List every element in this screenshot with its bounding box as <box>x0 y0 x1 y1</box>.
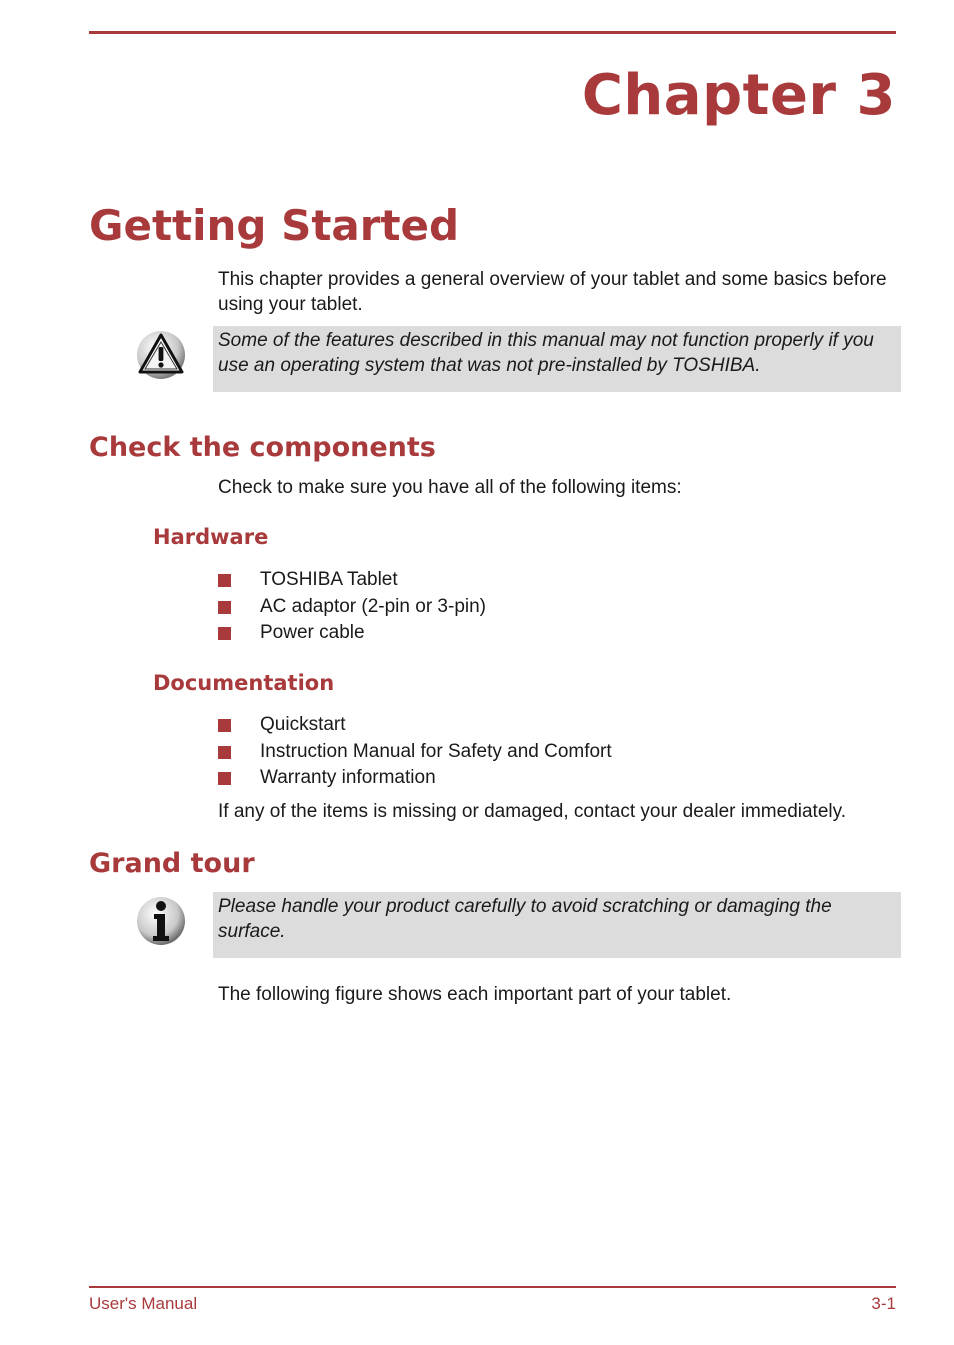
info-note-text: Please handle your product carefully to avoid scratching or damaging the surface. <box>218 896 832 942</box>
subheading-documentation: Documentation <box>153 671 335 695</box>
list-item: Quickstart <box>218 712 878 739</box>
hardware-list <box>218 567 878 647</box>
warning-note <box>213 326 901 392</box>
bullet-square-icon <box>218 772 231 785</box>
documentation-list <box>218 712 878 792</box>
warning-triangle-icon <box>135 329 187 381</box>
page-number: 3-1 <box>871 1294 896 1313</box>
list-item: AC adaptor (2-pin or 3-pin) <box>218 594 878 621</box>
info-note <box>213 892 901 958</box>
bullet-square-icon <box>218 719 231 732</box>
page-title: Getting Started <box>89 201 460 250</box>
bullet-square-icon <box>218 627 231 640</box>
grand-tour-text: The following figure shows each important part of your tablet. <box>218 984 732 1005</box>
list-item: TOSHIBA Tablet <box>218 567 878 594</box>
bullet-square-icon <box>218 746 231 759</box>
missing-items-text: If any of the items is missing or damaged, contact your dealer immediately. <box>218 801 846 822</box>
list-item: Instruction Manual for Safety and Comfort <box>218 739 878 766</box>
list-item: Warranty information <box>218 765 878 792</box>
bullet-square-icon <box>218 601 231 614</box>
info-icon <box>135 895 187 947</box>
check-components-intro: Check to make sure you have all of the following items: <box>218 477 682 498</box>
section-heading-grand-tour: Grand tour <box>89 848 255 879</box>
bullet-square-icon <box>218 574 231 587</box>
chapter-intro: This chapter provides a general overview of your tablet and some basics before using your tablet. <box>218 269 887 315</box>
header-rule <box>89 31 896 34</box>
chapter-label: Chapter 3 <box>581 63 896 128</box>
footer-rule <box>89 1286 896 1288</box>
warning-note-text: Some of the features described in this manual may not function properly if you use an operating system that was not pre-installed by TOSHIBA. <box>218 330 874 376</box>
subheading-hardware: Hardware <box>153 525 269 549</box>
footer-manual-label: User's Manual <box>89 1294 198 1313</box>
list-item: Power cable <box>218 620 878 647</box>
section-heading-check-components: Check the components <box>89 432 436 463</box>
